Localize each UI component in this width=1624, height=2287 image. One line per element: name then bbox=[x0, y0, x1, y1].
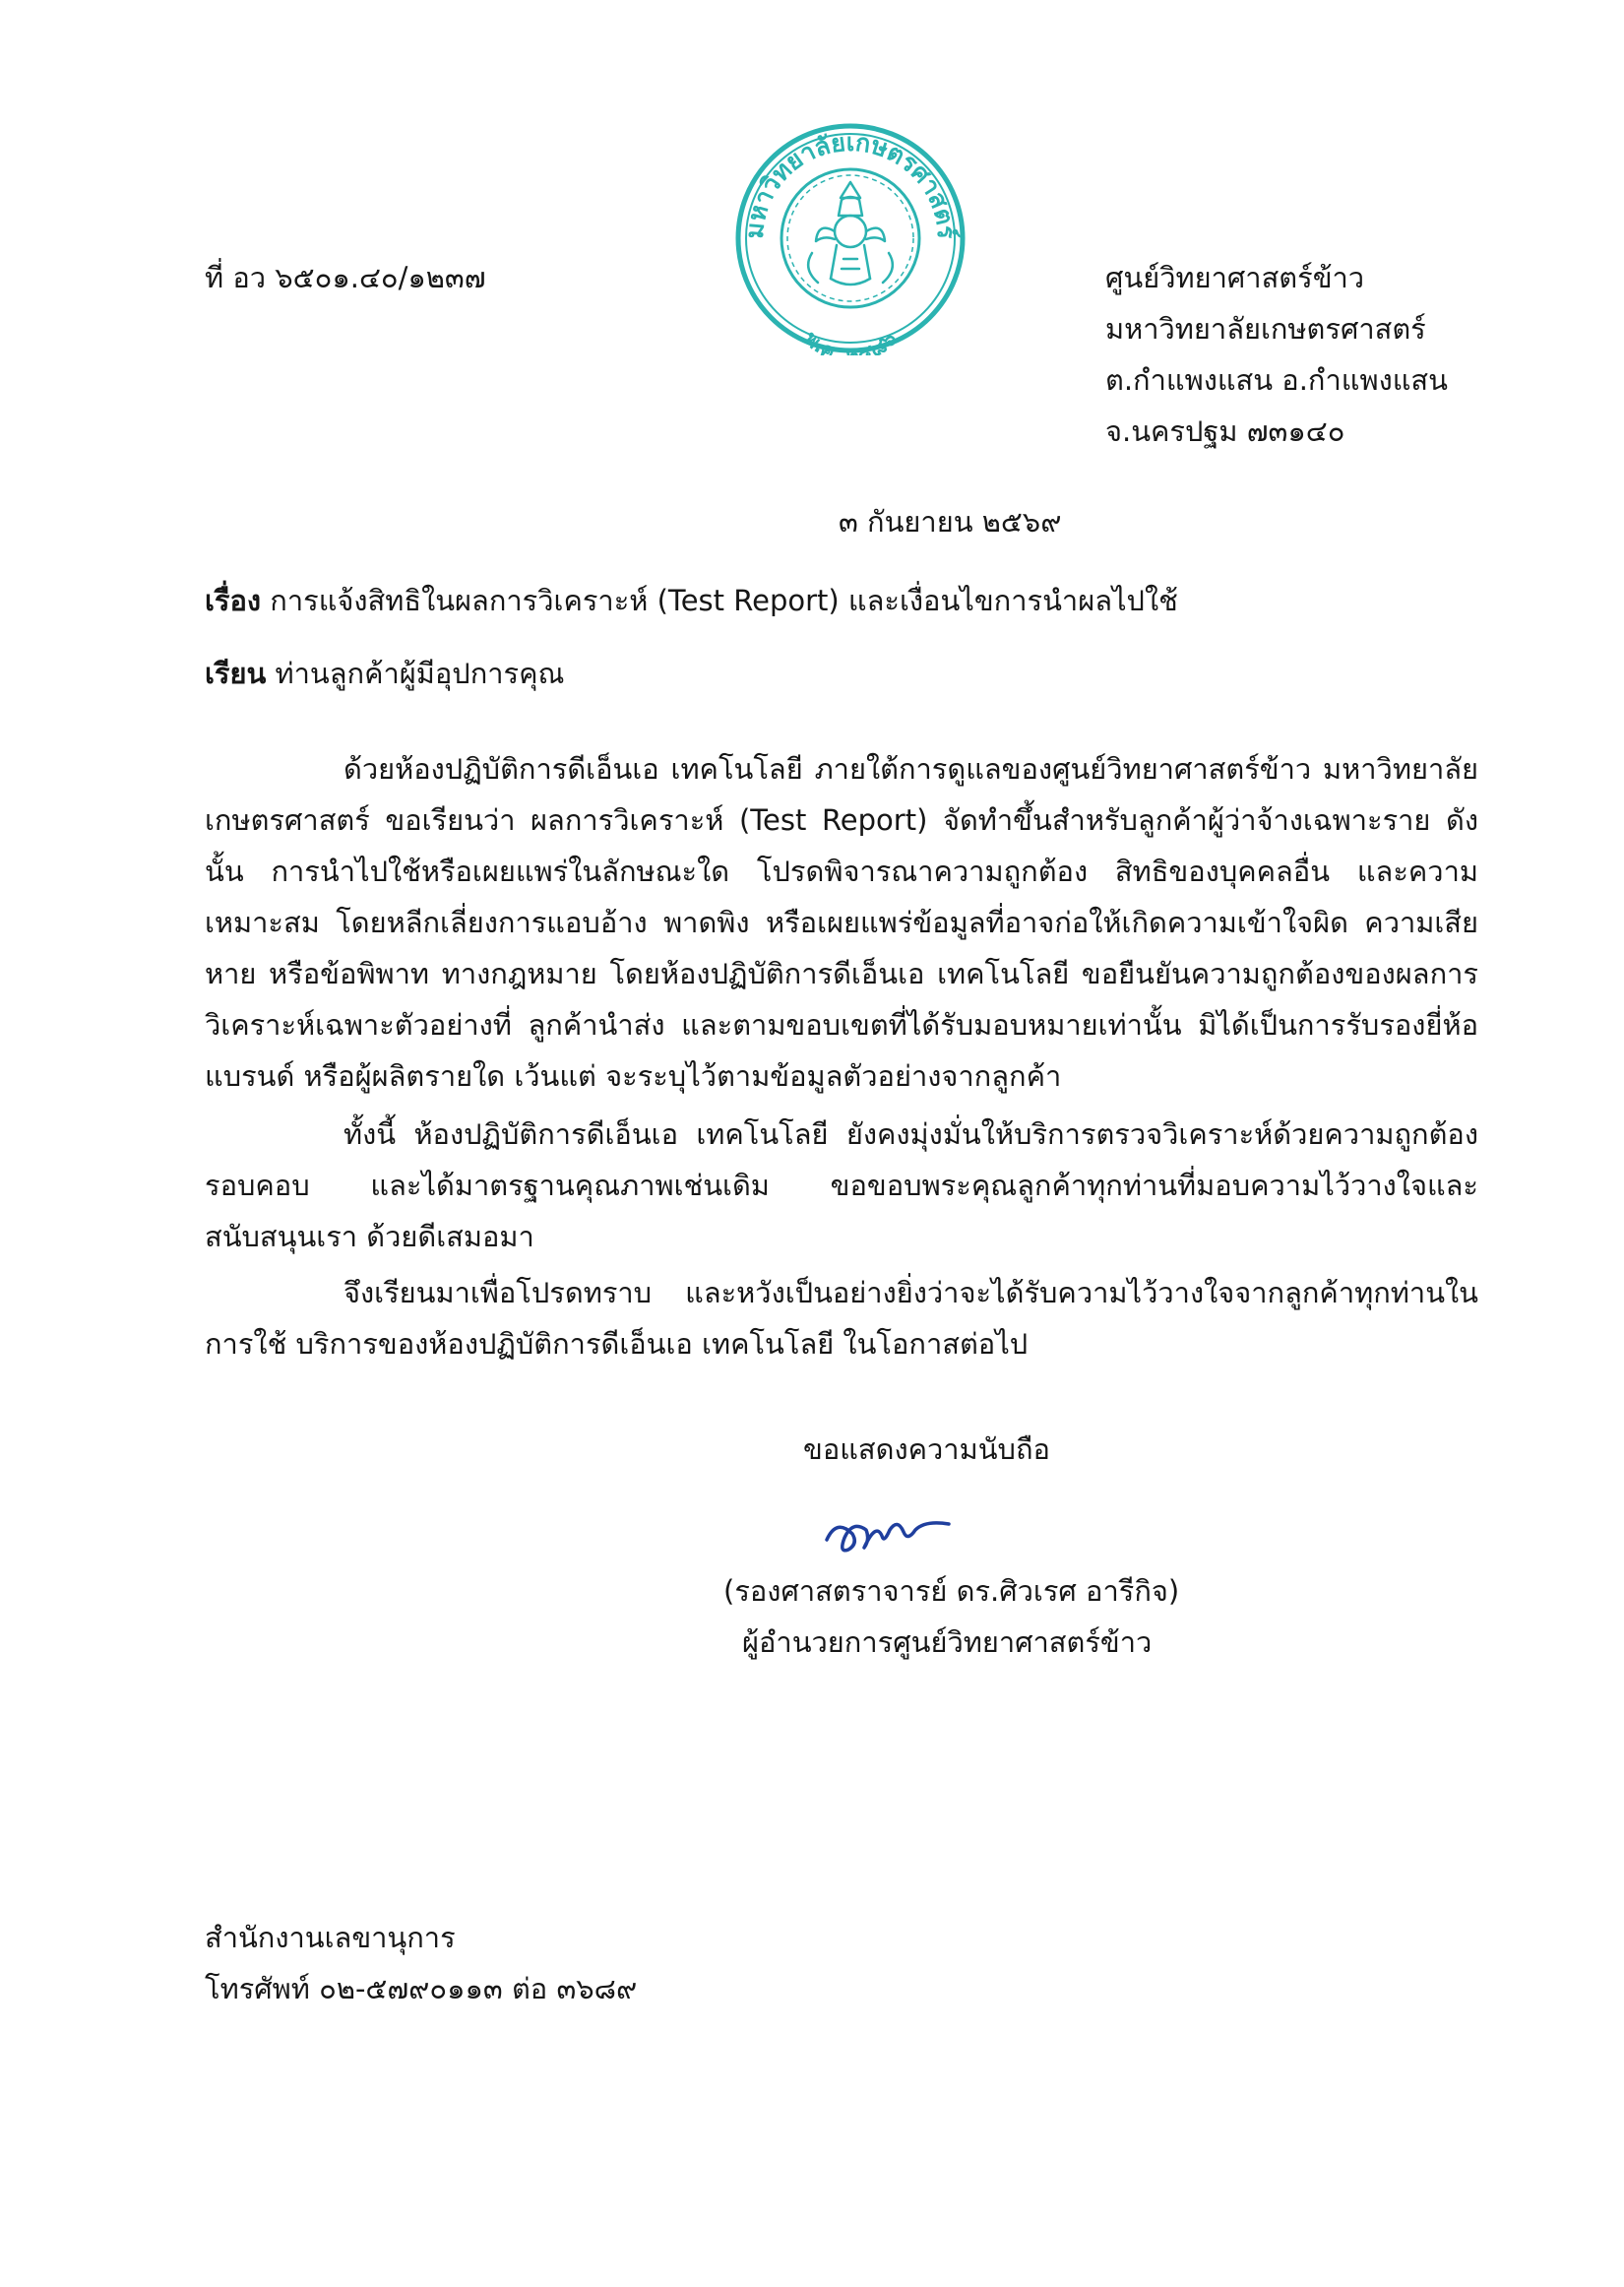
signer-name: (รองศาสตราจารย์ ดร.ศิวเรศ อารีกิจ) bbox=[723, 1574, 1180, 1608]
svg-text:พ.ศ. ๒๔๘๖ bbox=[799, 327, 902, 355]
body-paragraph: จึงเรียนมาเพื่อโปรดทราบ และหวังเป็นอย่างยิ่งว่าจะได้รับความไว้วางใจจากลูกค้าทุกท่านในการใช้ บริการของห้องปฏิบัติการดีเอ็นเอ เทคโนโลยี ในโอกาสต่อไป bbox=[205, 1276, 1478, 1361]
seal-bottom-text: พ.ศ. ๒๔๘๖ bbox=[799, 326, 902, 355]
salutation-text: ท่านลูกค้าผู้มีอุปการคุณ bbox=[275, 657, 565, 690]
subject-label: เรื่อง bbox=[205, 584, 262, 617]
university-seal bbox=[733, 121, 968, 355]
sender-address bbox=[1105, 252, 1448, 457]
address-line: ศูนย์วิทยาศาสตร์ข้าว bbox=[1105, 261, 1365, 294]
reference-label: ที่ bbox=[205, 261, 224, 294]
subject-text: การแจ้งสิทธิในผลการวิเคราะห์ (Test Report) และเงื่อนไขการนำผลไปใช้ bbox=[270, 584, 1178, 617]
phone-label: โทรศัพท์ bbox=[205, 1972, 310, 2005]
handwritten-signature bbox=[819, 1500, 957, 1563]
subject-line bbox=[205, 575, 1178, 626]
body-paragraph: ด้วยห้องปฏิบัติการดีเอ็นเอ เทคโนโลยี ภายใต้การดูแลของศูนย์วิทยาศาสตร์ข้าว มหาวิทยาลัยเกษตรศาสตร์ ขอเรียนว่า ผลการวิเคราะห์ (Test Report) จัดทำขึ้นสำหรับลูกค้าผู้ว่าจ้างเฉพาะราย ดังนั้น การนำไปใช้หรือเผยแพร่ในลักษณะใด โปรดพิจารณาความถูกต้อง สิทธิของบุคคลอื่น และความเหมาะสม โดยหลีกเลี่ยงการแอบอ้าง พาดพิง หรือเผยแพร่ข้อมูลที่อาจก่อให้เกิดความเข้าใจผิด ความเสียหาย หรือข้อพิพาท ทางกฎหมาย โดยห้องปฏิบัติการดีเอ็นเอ เทคโนโลยี ขอยืนยันความถูกต้องของผลการวิเคราะห์เฉพาะตัวอย่างที่ ลูกค้านำส่ง และตามขอบเขตที่ได้รับมอบหมายเท่านั้น มิได้เป็นการรับรองยี่ห้อ แบรนด์ หรือผู้ผลิตรายใด เว้นแต่ จะระบุไว้ตามข้อมูลตัวอย่างจากลูกค้า bbox=[205, 752, 1478, 1093]
reference-value: อว ๖๕๐๑.๔๐/๑๒๓๗ bbox=[232, 261, 486, 294]
salutation-line bbox=[205, 648, 564, 699]
body-paragraph: ทั้งนี้ ห้องปฏิบัติการดีเอ็นเอ เทคโนโลยี ยังคงมุ่งมั่นให้บริการตรวจวิเคราะห์ด้วยความถูกต้อง รอบคอบ และได้มาตรฐานคุณภาพเช่นเดิม ขอขอบพระคุณลูกค้าทุกท่านที่มอบความไว้วางใจและสนับสนุนเรา ด้วยดีเสมอมา bbox=[205, 1117, 1478, 1253]
address-line: มหาวิทยาลัยเกษตรศาสตร์ bbox=[1105, 312, 1426, 346]
address-line: จ.นครปฐม ๗๓๑๔๐ bbox=[1105, 414, 1345, 448]
letter-date: ๓ กันยายน ๒๕๖๙ bbox=[839, 505, 1062, 539]
signer-title: ผู้อำนวยการศูนย์วิทยาศาสตร์ข้าว bbox=[742, 1625, 1153, 1659]
address-line: ต.กำแพงแสน อ.กำแพงแสน bbox=[1105, 363, 1448, 397]
seal-top-text: มหาวิทยาลัยเกษตรศาสตร์ bbox=[739, 128, 962, 240]
phone-contact bbox=[205, 1963, 637, 2014]
phone-number: ๐๒-๕๗๙๐๑๑๓ ต่อ ๓๖๘๙ bbox=[319, 1972, 638, 2005]
office-name: สำนักงานเลขานุการ bbox=[205, 1921, 456, 1954]
seal-graphic bbox=[733, 121, 968, 355]
closing-phrase: ขอแสดงความนับถือ bbox=[803, 1432, 1050, 1466]
reference-number bbox=[205, 252, 486, 303]
salutation-label: เรียน bbox=[205, 657, 267, 690]
